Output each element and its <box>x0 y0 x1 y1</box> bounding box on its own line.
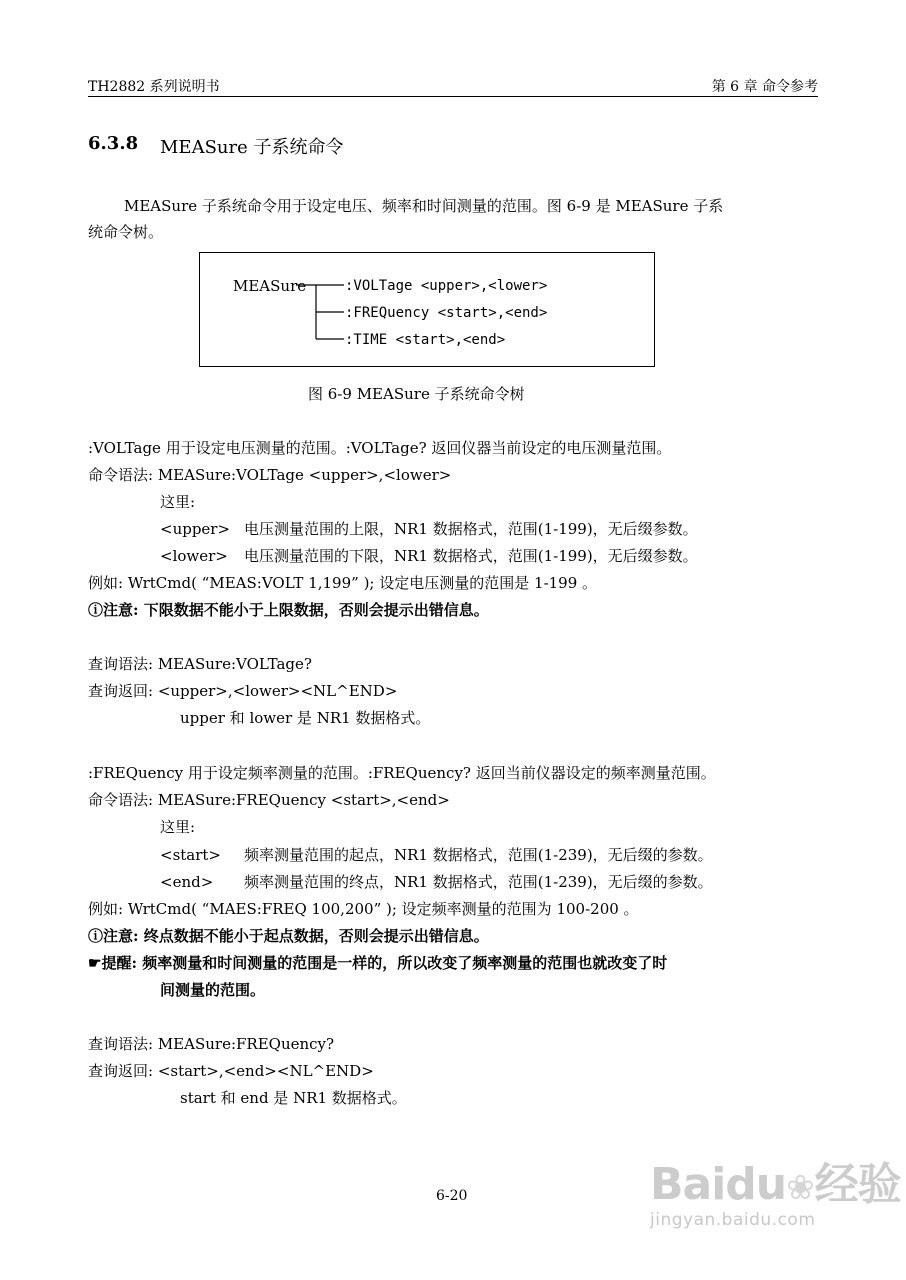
tree-connector <box>296 276 348 346</box>
header-left: TH2882 系列说明书 <box>88 79 220 95</box>
voltage-return-desc: upper 和 lower 是 NR1 数据格式。 <box>180 709 431 727</box>
tree-root: MEASure <box>233 277 307 295</box>
section-title: MEASure 子系统命令 <box>160 137 344 158</box>
voltage-note-text: 注意: 下限数据不能小于上限数据，否则会提示出错信息。 <box>103 601 489 619</box>
voltage-param-upper-desc: 电压测量范围的上限，NR1 数据格式，范围(1-199)，无后缀参数。 <box>244 520 698 538</box>
frequency-query-return: 查询返回: <start>,<end><NL^END> <box>88 1062 374 1080</box>
voltage-desc: :VOLTage 用于设定电压测量的范围。:VOLTage? 返回仪器当前设定的电压测量范围。 <box>88 439 672 457</box>
voltage-query-return: 查询返回: <upper>,<lower><NL^END> <box>88 682 398 700</box>
frequency-tip-line-2: 间测量的范围。 <box>160 981 266 999</box>
header-right: 第 6 章 命令参考 <box>711 79 818 95</box>
section-number: 6.3.8 <box>88 133 139 154</box>
intro-line-1: MEASure 子系统命令用于设定电压、频率和时间测量的范围。图 6-9 是 MEASure 子系 <box>124 197 724 215</box>
frequency-tip <box>88 953 667 973</box>
frequency-query-syntax: 查询语法: MEASure:FREQuency? <box>88 1035 335 1053</box>
voltage-query-syntax: 查询语法: MEASure:VOLTage? <box>88 655 312 673</box>
paw-icon: ❀ <box>786 1168 815 1208</box>
voltage-where: 这里: <box>160 493 196 511</box>
frequency-param-end-desc: 频率测量范围的终点，NR1 数据格式，范围(1-239)，无后缀的参数。 <box>244 873 713 891</box>
voltage-syntax: 命令语法: MEASure:VOLTage <upper>,<lower> <box>88 466 452 484</box>
info-icon: ⓘ <box>88 601 104 619</box>
watermark-url: jingyan.baidu.com <box>650 1210 816 1230</box>
frequency-param-end-name: <end> <box>160 873 214 891</box>
page-number: 6-20 <box>436 1188 468 1204</box>
frequency-desc: :FREQuency 用于设定频率测量的范围。:FREQuency? 返回当前仪器设定的频率测量范围。 <box>88 764 716 782</box>
frequency-param-start-name: <start> <box>160 846 222 864</box>
voltage-param-upper-name: <upper> <box>160 520 231 538</box>
watermark-brand: Baidu <box>650 1159 787 1210</box>
tree-branch-voltage: :VOLTage <upper>,<lower> <box>345 278 548 294</box>
voltage-note <box>88 600 489 620</box>
voltage-param-lower-desc: 电压测量范围的下限，NR1 数据格式，范围(1-199)，无后缀参数。 <box>244 547 698 565</box>
frequency-syntax: 命令语法: MEASure:FREQuency <start>,<end> <box>88 791 450 809</box>
frequency-return-desc: start 和 end 是 NR1 数据格式。 <box>180 1089 407 1107</box>
figure-caption: 图 6-9 MEASure 子系统命令树 <box>308 385 525 403</box>
frequency-param-start-desc: 频率测量范围的起点，NR1 数据格式，范围(1-239)，无后缀的参数。 <box>244 846 713 864</box>
frequency-note-text: 注意: 终点数据不能小于起点数据，否则会提示出错信息。 <box>103 927 489 945</box>
frequency-tip-line-1: 提醒: 频率测量和时间测量的范围是一样的，所以改变了频率测量的范围也就改变了时 <box>101 954 668 972</box>
tree-branch-time: :TIME <start>,<end> <box>345 332 506 348</box>
header-rule <box>88 96 818 97</box>
intro-line-2: 统命令树。 <box>88 223 164 241</box>
tree-branch-frequency: :FREQuency <start>,<end> <box>345 305 548 321</box>
frequency-note <box>88 926 489 946</box>
frequency-where: 这里: <box>160 818 196 836</box>
watermark-cn: 经验 <box>814 1159 901 1210</box>
voltage-param-lower-name: <lower> <box>160 547 228 565</box>
frequency-example: 例如: WrtCmd( “MAES:FREQ 100,200” ); 设定频率测量的范围为 100-200 。 <box>88 900 639 918</box>
voltage-example: 例如: WrtCmd( “MEAS:VOLT 1,199” ); 设定电压测量的范围是 1-199 。 <box>88 574 598 592</box>
info-icon: ⓘ <box>88 927 104 945</box>
baidu-jingyan-watermark <box>650 1148 901 1230</box>
pointing-hand-icon: ☛ <box>88 954 102 972</box>
